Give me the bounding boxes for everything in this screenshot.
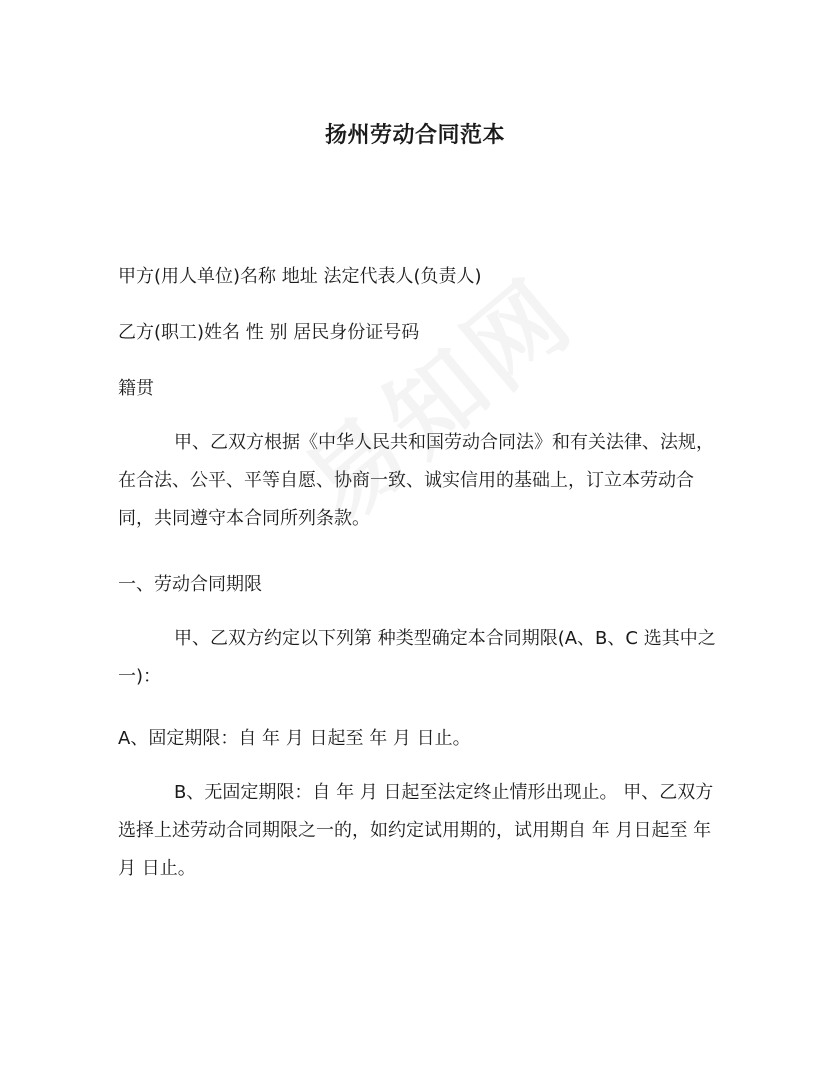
party-a-line: 甲方(用人单位)名称 地址 法定代表人(负责人) [118, 266, 482, 287]
native-place-line: 籍贯 [118, 378, 154, 399]
term-type-paragraph: 甲、乙双方约定以下列第 种类型确定本合同期限(A、B、C 选其中之一)： [118, 628, 716, 687]
document-title: 扬州劳动合同范本 [324, 123, 505, 148]
preamble-paragraph: 甲、乙双方根据《中华人民共和国劳动合同法》和有关法律、法规，在合法、公平、平等自愿、协商一致、诚实信用的基础上，订立本劳动合同，共同遵守本合同所列条款。 [118, 432, 714, 529]
section-heading-term: 一、劳动合同期限 [118, 574, 262, 595]
option-b-open-term: B、无固定期限：自 年 月 日起至法定终止情形出现止。 甲、乙双方选择上述劳动合同期限之一的，如约定试用期的，试用期自 年 月日起至 年 月 日止。 [118, 782, 714, 879]
party-b-line: 乙方(职工)姓名 性 别 居民身份证号码 [118, 322, 420, 343]
option-a-fixed-term: A、固定期限：自 年 月 日起至 年 月 日止。 [118, 728, 471, 749]
